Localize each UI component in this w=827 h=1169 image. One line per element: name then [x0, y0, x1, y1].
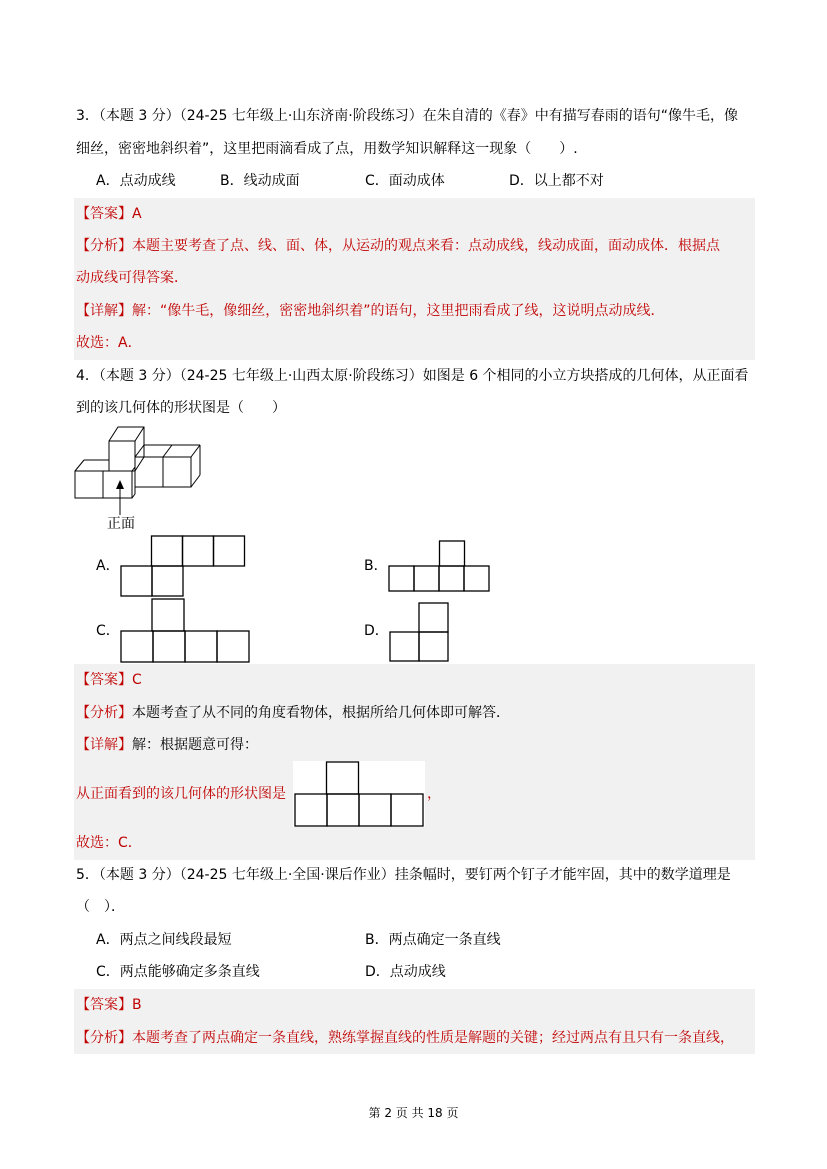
q5-option-a: A．两点之间线段最短	[96, 932, 232, 948]
q3-analysis-line2: 动成线可得答案．	[76, 270, 188, 286]
q4-option-c-figure	[120, 598, 250, 664]
q5-analysis-text: 本题考查了两点确定一条直线，熟练掌握直线的性质是解题的关键；经过两点有且只有一条直线，	[132, 1030, 734, 1046]
q4-cube-figure	[74, 424, 204, 509]
q5-answer: 【答案】B	[76, 997, 142, 1013]
q4-answer: 【答案】C	[76, 672, 142, 688]
q4-option-d-figure	[389, 602, 451, 662]
q5-analysis-label: 【分析】	[76, 1030, 132, 1046]
q3-analysis-text: 本题主要考查了点、线、面、体，从运动的观点来看：点动成线，线动成面，面动成体．根据点	[132, 238, 720, 254]
q5-line1: 5．（本题 3 分）（24-25 七年级上·全国·课后作业）挂条幅时，要钉两个钉子才能牢固，其中的数学道理是	[76, 867, 731, 883]
q4-line1: 4．（本题 3 分）（24-25 七年级上·山西太原·阶段练习）如图是 6 个相同的小立方块搭成的几何体，从正面看	[76, 368, 749, 384]
q3-analysis-line1	[76, 236, 720, 256]
q4-front-label: 正面	[107, 516, 135, 532]
q3-choose: 故选：A．	[76, 335, 142, 351]
q5-line2: （ ）．	[76, 899, 125, 915]
q4-line2: 到的该几何体的形状图是（ ）	[76, 400, 286, 416]
q5-option-d: D．点动成线	[365, 964, 446, 980]
q3-option-a: A．点动成线	[96, 173, 176, 189]
cube-right-1	[135, 457, 163, 487]
q3-detail	[76, 301, 665, 321]
q3-option-b: B．线动成面	[220, 173, 300, 189]
q4-option-b: B．	[364, 558, 388, 574]
cube-top-side	[109, 427, 144, 471]
q4-option-c: C．	[96, 623, 120, 639]
q3-line2: 细丝，密密地斜织着”，这里把雨滴看成了点，用数学知识解释这一现象（ ）.	[76, 141, 578, 157]
q4-result-tail: ，	[427, 786, 441, 802]
q5-analysis	[76, 1028, 734, 1048]
cube-front-1	[75, 471, 103, 498]
q4-detail-label: 【详解】	[76, 737, 132, 753]
q5-option-b: B．两点确定一条直线	[365, 932, 501, 948]
q4-option-d: D．	[364, 623, 389, 639]
cube-top-front	[109, 441, 135, 471]
q4-analysis	[76, 703, 510, 723]
q3-option-d: D．以上都不对	[509, 173, 604, 189]
q3-option-c: C．面动成体	[365, 173, 445, 189]
q3-detail-label: 【详解】	[76, 303, 132, 319]
q3-detail-text: 解：“像牛毛，像细丝，密密地斜织着”的语句，这里把雨看成了线，这说明点动成线．	[132, 303, 665, 319]
q4-detail	[76, 735, 258, 755]
q3-answer: 【答案】A	[76, 206, 142, 222]
q4-option-b-figure	[388, 540, 491, 592]
q4-result-text: 从正面看到的该几何体的形状图是	[76, 786, 286, 802]
q4-option-a-figure	[120, 535, 246, 597]
q4-analysis-label: 【分析】	[76, 705, 132, 721]
cube-right-2	[163, 457, 191, 487]
q4-option-a: A．	[96, 558, 120, 574]
page-footer: 第 2 页 共 18 页	[368, 1106, 459, 1120]
q4-detail-text: 解：根据题意可得：	[132, 737, 258, 753]
q4-analysis-text: 本题考查了从不同的角度看物体，根据所给几何体即可解答．	[132, 705, 510, 721]
front-arrow-icon	[112, 480, 128, 515]
q5-option-c: C．两点能够确定多条直线	[96, 964, 260, 980]
q4-choose: 故选：C．	[76, 835, 142, 851]
q4-result-figure	[294, 761, 426, 827]
q3-analysis-label: 【分析】	[76, 238, 132, 254]
q3-line1: 3．（本题 3 分）（24-25 七年级上·山东济南·阶段练习）在朱自清的《春》中有描写春雨的语句“像牛毛，像	[76, 108, 738, 124]
